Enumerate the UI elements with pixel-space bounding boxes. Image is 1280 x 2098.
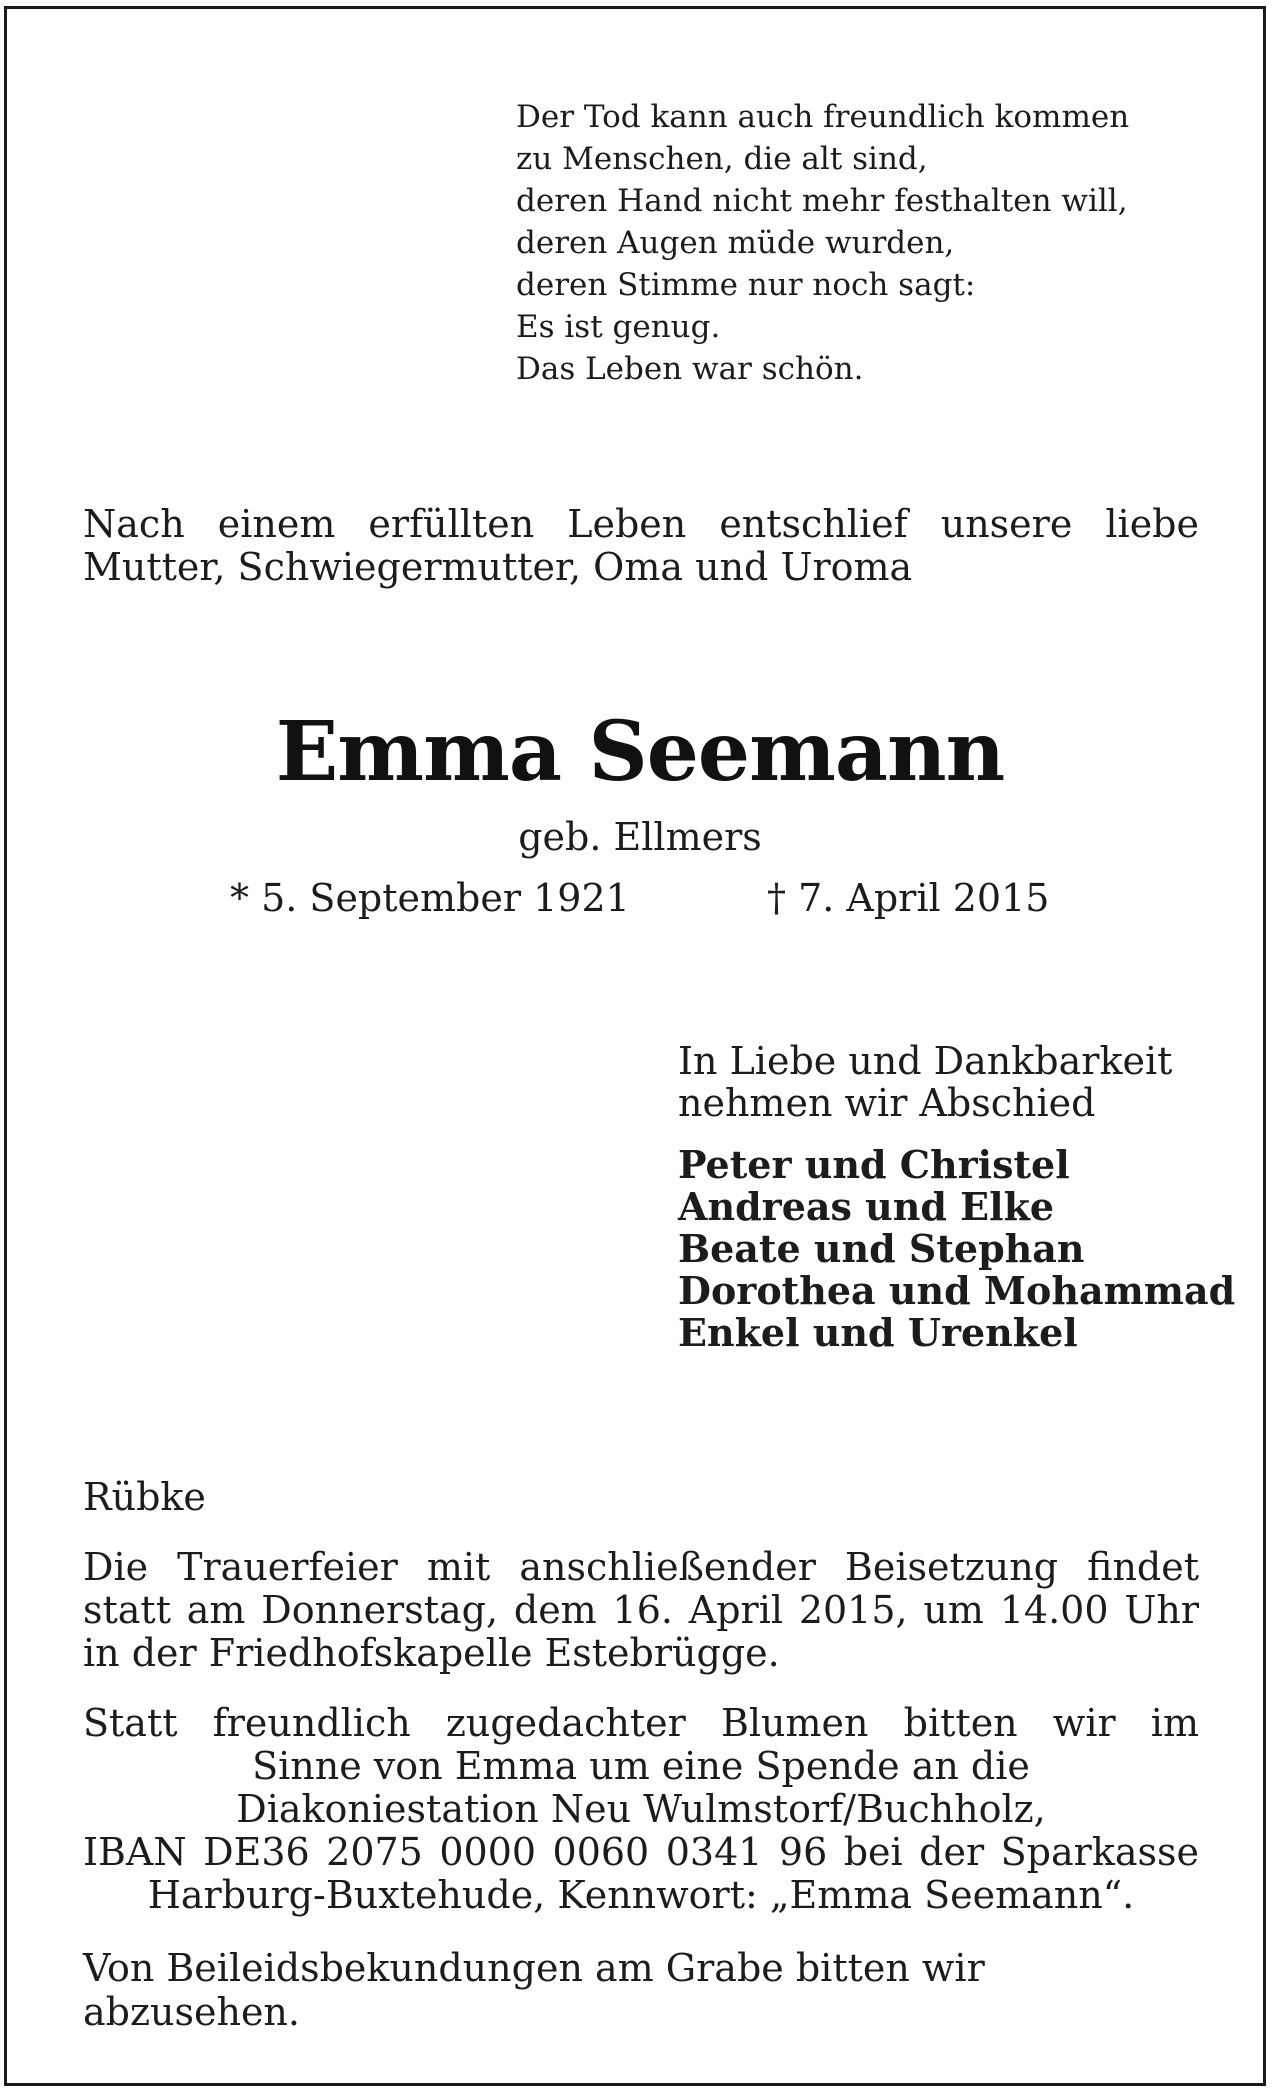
intro-line: Nach einem erfüllten Leben entschlief unsere liebe bbox=[83, 502, 1199, 546]
ceremony-line: in der Friedhofskapelle Estebrügge. bbox=[83, 1631, 780, 1675]
ceremony-line: Die Trauerfeier mit anschließender Beisetzung findet bbox=[83, 1545, 1199, 1589]
poem-line: deren Stimme nur noch sagt: bbox=[516, 267, 976, 303]
donation-line: Harburg-Buxtehude, Kennwort: „Emma Seemann“. bbox=[147, 1873, 1135, 1917]
intro-text bbox=[83, 503, 1199, 589]
family-member: Enkel und Urenkel bbox=[678, 1310, 1078, 1355]
poem-line: deren Augen müde wurden, bbox=[516, 225, 955, 261]
poem-line: Es ist genug. bbox=[516, 309, 721, 345]
family-list bbox=[678, 1144, 1235, 1354]
place-name: Rübke bbox=[83, 1475, 206, 1519]
birth-name: geb. Ellmers bbox=[518, 815, 762, 859]
donation-line: Statt freundlich zugedachter Blumen bitten wir im bbox=[83, 1701, 1199, 1745]
farewell-line: In Liebe und Dankbarkeit bbox=[678, 1039, 1173, 1083]
family-member: Peter und Christel bbox=[678, 1142, 1070, 1187]
birth-date: * 5. September 1921 bbox=[230, 876, 630, 920]
donation-line: Diakoniestation Neu Wulmstorf/Buchholz, bbox=[236, 1787, 1046, 1831]
poem-line: deren Hand nicht mehr festhalten will, bbox=[516, 183, 1128, 219]
family-member: Beate und Stephan bbox=[678, 1226, 1085, 1271]
poem-line: Das Leben war schön. bbox=[516, 351, 864, 387]
poem-line: Der Tod kann auch freundlich kommen bbox=[516, 99, 1130, 135]
family-member: Andreas und Elke bbox=[678, 1184, 1055, 1229]
donation-line: IBAN DE36 2075 0000 0060 0341 96 bei der Sparkasse bbox=[83, 1830, 1199, 1874]
family-member: Dorothea und Mohammad bbox=[678, 1268, 1236, 1313]
death-date: † 7. April 2015 bbox=[767, 876, 1050, 920]
intro-line: Mutter, Schwiegermutter, Oma und Uroma bbox=[83, 545, 913, 589]
farewell-line: nehmen wir Abschied bbox=[678, 1081, 1096, 1125]
farewell-text bbox=[678, 1040, 1172, 1124]
ceremony-line: statt am Donnerstag, dem 16. April 2015, um 14.00 Uhr bbox=[83, 1588, 1199, 1632]
donation-notice bbox=[83, 1702, 1199, 1917]
donation-line: Sinne von Emma um eine Spende an die bbox=[252, 1744, 1030, 1788]
poem bbox=[516, 96, 1129, 390]
ceremony-notice bbox=[83, 1546, 1199, 1675]
deceased-name: Emma Seemann bbox=[275, 704, 1005, 800]
poem-line: zu Menschen, die alt sind, bbox=[516, 141, 928, 177]
closing-note: Von Beileidsbekundungen am Grabe bitten wir abzusehen. bbox=[83, 1946, 985, 2034]
